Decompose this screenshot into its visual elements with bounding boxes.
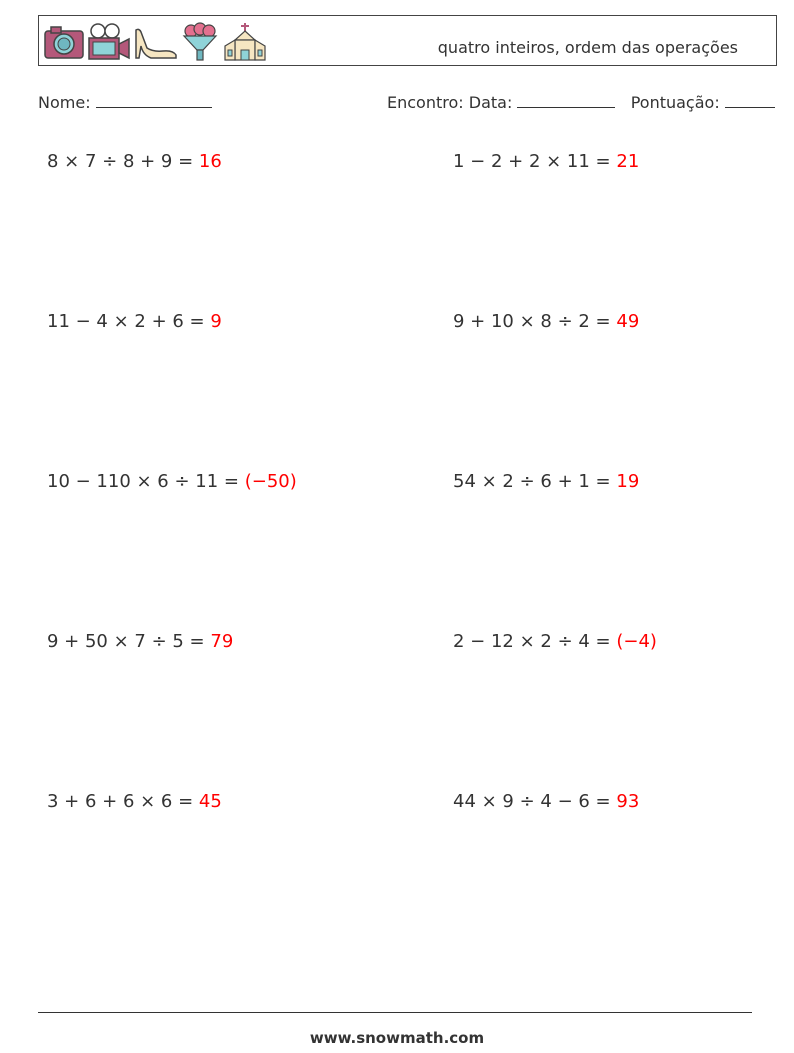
bouquet-icon [181,22,219,62]
problem-5 [47,471,297,492]
footer-divider [38,1012,752,1013]
problem-3 [47,311,222,332]
problem-6 [453,471,639,492]
problem-answer: 9 [210,311,222,332]
date-blank[interactable] [517,93,615,108]
footer-url[interactable]: www.snowmath.com [309,1029,485,1047]
problem-expression: 8 × 7 ÷ 8 + 9 = [47,151,199,172]
problem-2 [453,151,639,172]
problem-expression: 10 − 110 × 6 ÷ 11 = [47,471,245,492]
problem-expression: 3 + 6 + 6 × 6 = [47,791,199,812]
problem-expression: 9 + 50 × 7 ÷ 5 = [47,631,211,652]
problem-9 [47,791,222,812]
problem-1 [47,151,222,172]
problem-expression: 2 − 12 × 2 ÷ 4 = [453,631,617,652]
header-box [38,15,777,66]
problem-answer: 19 [616,471,640,492]
problem-answer: (−50) [244,471,297,492]
problem-expression: 9 + 10 × 8 ÷ 2 = [453,311,617,332]
video-camera-icon [87,22,131,62]
problem-10 [453,791,639,812]
problem-expression: 54 × 2 ÷ 6 + 1 = [453,471,617,492]
problem-answer: (−4) [616,631,657,652]
problem-answer: 49 [616,311,640,332]
name-blank[interactable] [96,93,212,108]
high-heel-shoe-icon [133,22,179,62]
problem-7 [47,631,233,652]
problem-answer: 93 [616,791,640,812]
problem-answer: 21 [616,151,640,172]
worksheet-title: quatro inteiros, ordem das operações [437,38,738,57]
problem-4 [453,311,639,332]
church-icon [223,22,267,62]
problem-8 [453,631,657,652]
problem-answer: 79 [210,631,234,652]
problem-answer: 16 [198,151,222,172]
problem-expression: 44 × 9 ÷ 4 − 6 = [453,791,617,812]
meeting-date-label: Encontro: Data: [387,93,513,112]
score-blank[interactable] [725,93,775,108]
name-field [38,93,212,112]
problem-expression: 1 − 2 + 2 × 11 = [453,151,617,172]
problem-answer: 45 [198,791,222,812]
name-label: Nome: [38,93,91,112]
date-field [387,93,775,112]
camera-icon [43,22,85,62]
score-label: Pontuação: [630,93,720,112]
problem-expression: 11 − 4 × 2 + 6 = [47,311,211,332]
